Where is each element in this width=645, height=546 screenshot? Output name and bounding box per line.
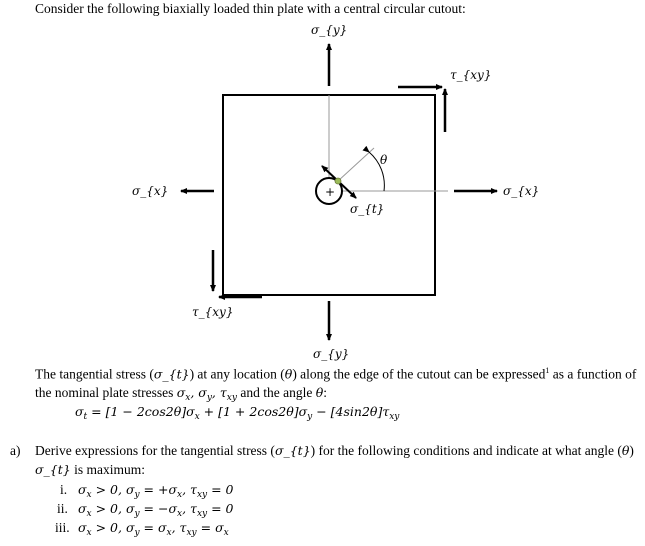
text: The tangential stress ( xyxy=(35,366,154,382)
condition-item-3 xyxy=(55,520,229,538)
text: and the angle xyxy=(236,385,316,400)
center-mark: + xyxy=(325,185,336,199)
question-line-2 xyxy=(35,462,145,478)
condition-item-2 xyxy=(57,501,234,519)
text: ) for the following conditions and indicate at what angle ( xyxy=(310,443,622,458)
text: ) along the edge of the cutout can be expressed xyxy=(292,366,546,382)
condition-expression: $\sigma_x > 0$, $\sigma_y = \sigma_x$, $\tau_{xy} = \sigma_x$ xyxy=(78,520,229,538)
footnote-marker: 1 xyxy=(545,366,550,375)
text: ) at any location ( xyxy=(189,366,285,382)
paragraph-line-1 xyxy=(35,366,636,383)
condition-expression: $\sigma_x > 0$, $\sigma_y = -\sigma_x$, $\tau_{xy} = 0$ xyxy=(78,501,234,519)
theta-symbol: θ xyxy=(315,385,324,400)
condition-item-1 xyxy=(60,482,234,500)
sigma-x-left-label: σ_{x} xyxy=(132,184,169,198)
sigma-t-symbol: σ_{t} xyxy=(274,443,311,458)
item-number: i. xyxy=(60,482,68,497)
tangential-stress-equation: $\sigma_t = [1 - 2\cos 2\theta]\sigma_x + [1 + 2\cos 2\theta]\sigma_y - [4\sin 2\theta]\tau_{xy}$ xyxy=(75,404,400,422)
tau-xy-top-label: τ_{xy} xyxy=(450,68,492,82)
sigma-x-right-label: σ_{x} xyxy=(503,184,540,198)
sigma-t-symbol: σ_{t} xyxy=(153,366,190,382)
intro-text: Consider the following biaxially loaded thin plate with a central circular cutout: xyxy=(35,1,466,16)
item-number: iii. xyxy=(55,520,70,535)
stress-point xyxy=(335,178,341,184)
sigma-t-symbol: σ_{t} xyxy=(35,462,71,477)
theta-label: θ xyxy=(380,153,388,167)
tau-xy-bottom-label: τ_{xy} xyxy=(192,305,234,319)
sigma-y-top-label: σ_{y} xyxy=(311,23,348,37)
item-number: ii. xyxy=(57,501,68,516)
text: is maximum: xyxy=(70,462,145,477)
text: : xyxy=(323,385,327,400)
radial-line xyxy=(338,148,374,181)
paragraph-line-2 xyxy=(35,385,327,403)
condition-expression: $\sigma_x > 0$, $\sigma_y = +\sigma_x$, $\tau_{xy} = 0$ xyxy=(78,482,234,500)
text: as a function of xyxy=(549,366,637,382)
text: Derive expressions for the tangential stress ( xyxy=(35,443,275,458)
sigma-y-bottom-label: σ_{y} xyxy=(313,347,350,361)
stress-symbols: $\sigma_x$, $\sigma_y$, $\tau_{xy}$ xyxy=(176,385,237,403)
question-label: a) xyxy=(10,443,21,458)
text: ) xyxy=(629,443,634,458)
sigma-t-label: σ_{t} xyxy=(350,202,385,216)
theta-symbol: θ xyxy=(621,443,630,458)
question-line-1 xyxy=(35,443,634,459)
theta-symbol: θ xyxy=(284,366,293,382)
text: the nominal plate stresses xyxy=(35,385,177,400)
